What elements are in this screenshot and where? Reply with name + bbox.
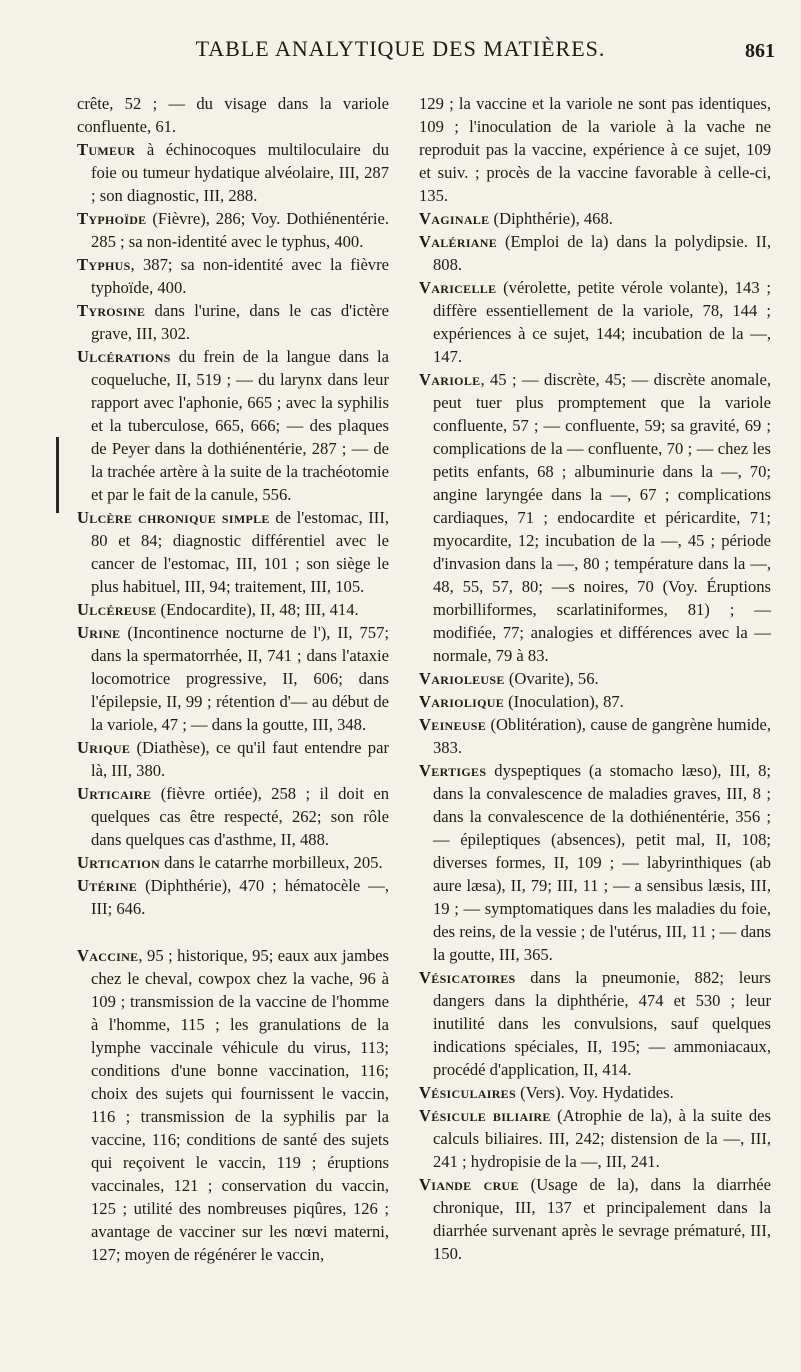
entry-text: , 95 ; historique, 95; eaux aux jambes chez le cheval, cowpox chez la vache, 96 à 109 ; transmission de la vaccine de l'homme à l'homme, 115 ; les granulations de la lymphe vaccinale véhicule du virus, 113; conditions d'une bonne vaccination, 116; choix des sujets qui fournissent le vaccin, 116 ; transmission de la syphilis par la vaccine, 116; conditions de santé des sujets qui reçoivent le vaccin, 119 ; éruptions vaccinales, 121 ; conservation du vaccin, 125 ; utilité des nombreuses piqûres, 126 ; avantage de vacciner sur les nœvi materni, 127; moyen de régénérer le vaccin, <box>91 946 389 1264</box>
index-entry <box>77 782 389 851</box>
index-entry <box>419 276 771 368</box>
entry-text: dyspeptiques (a stomacho læso), III, 8; dans la convalescence de maladies graves, III, 8 ; dans la convalescence de la dothiénentérie, 356 ; — épileptiques (absences), petit mal, II, 108; diverses formes, II, 109 ; — labyrinthiques (ab aure læsa), II, 79; III, 11 ; — a sensibus læsis, III, 19 ; — symptomatiques dans les maladies du foie, des reins, de la vessie ; de l'utérus, III, 11 ; — dans la goutte, III, 365. <box>433 761 771 964</box>
entry-text: de l'estomac, III, 80 et 84; diagnostic différentiel avec le cancer de l'estomac, III, 101 ; son siège le plus habituel, III, 94; traitement, III, 105. <box>91 508 390 596</box>
entry-headword: Ulcère chronique simple <box>77 508 270 527</box>
entry-headword: Ulcérations <box>77 347 171 366</box>
index-entry <box>419 690 771 713</box>
entry-headword: Veineuse <box>419 715 487 734</box>
entry-text: (Diphthérie), 470 ; hématocèle —, III; 646. <box>91 876 389 918</box>
entry-text: dans l'urine, dans le cas d'ictère grave, III, 302. <box>91 301 389 343</box>
entry-headword: Vertiges <box>419 761 487 780</box>
entry-text: (Emploi de la) dans la polydipsie. II, 808. <box>433 232 771 274</box>
index-entry <box>77 874 389 920</box>
entry-text: (Atrophie de la), à la suite des calculs biliaires. III, 242; distension de la —, III, 241 ; hydropisie de la —, III, 241. <box>433 1106 771 1171</box>
entry-text: , 387; sa non-identité avec la fièvre typhoïde, 400. <box>91 255 389 297</box>
entry-text: (Inoculation), 87. <box>504 692 624 711</box>
entry-headword: Typhus <box>77 255 131 274</box>
index-entry <box>419 1173 771 1265</box>
index-entry <box>419 368 771 667</box>
entry-headword: Vaginale <box>419 209 490 228</box>
entry-text: (Incontinence nocturne de l'), II, 757; dans la spermatorrhée, II, 741 ; dans l'ataxie locomotrice progressive, II, 606; dans l'épilepsie, II, 99 ; rétention d'— au début de la variole, 47 ; — dans la goutte, III, 348. <box>91 623 389 734</box>
index-entry <box>419 230 771 276</box>
index-entry <box>77 944 389 1266</box>
entry-headword: Urticaire <box>77 784 152 803</box>
entry-headword: Varioleuse <box>419 669 505 688</box>
entry-text: dans la pneumonie, 882; leurs dangers dans la diphthérie, 474 et 530 ; leur inutilité dans les convulsions, sauf quelques indications spéciales, II, 195; — ammoniacaux, procédé d'application, II, 414. <box>433 968 771 1079</box>
entry-text: (fièvre ortiée), 258 ; il doit en quelques cas être respecté, 262; son rôle dans quelques cas d'asthme, II, 488. <box>91 784 389 849</box>
index-entry <box>77 345 389 506</box>
entry-text: , 45 ; — discrète, 45; — discrète anomale, peut tuer plus promptement que la variole confluente, 57 ; — confluente, 59; sa gravité, 69 ; complications de la — confluente, 70 ; — chez les petits enfants, 68 ; albuminurie dans la —, 70; angine laryngée dans la —, 67 ; complications cardiaques, 71 ; endocardite et péricardite, 71; myocardite, 12; incubation de la —, 45 ; période d'invasion dans la —, 80 ; température dans la —, 48, 55, 57, 80; —s noires, 70 (Voy. Éruptions morbilliformes, scarlatiniformes, 81) ; — modifiée, 77; analogies et différences avec la — normale, 79 à 83. <box>433 370 771 665</box>
index-entry <box>77 506 389 598</box>
index-entry <box>77 253 389 299</box>
left-column <box>77 92 389 1266</box>
right-column <box>419 92 771 1265</box>
index-entry <box>77 598 389 621</box>
entry-headword: Tumeur <box>77 140 136 159</box>
entry-headword: Tyrosine <box>77 301 146 320</box>
entry-headword: Ulcéreuse <box>77 600 157 619</box>
index-entry <box>77 138 389 207</box>
index-entry <box>419 1104 771 1173</box>
index-entry <box>77 621 389 736</box>
index-entry <box>77 299 389 345</box>
index-entry <box>419 92 771 207</box>
page-header <box>0 36 801 66</box>
entry-text: (Vers). Voy. Hydatides. <box>515 1083 674 1102</box>
entry-text: (Oblitération), cause de gangrène humide, 383. <box>433 715 771 757</box>
entry-text: (Ovarite), 56. <box>504 669 599 688</box>
index-entry <box>419 713 771 759</box>
entry-headword: Vésicatoires <box>419 968 516 987</box>
entry-text: (Usage de la), dans la diarrhée chronique, III, 137 et principalement dans la diarrhée survenant après le sevrage prématuré, III, 150. <box>433 1175 771 1263</box>
entry-text: (Diathèse), ce qu'il faut entendre par là, III, 380. <box>91 738 389 780</box>
entry-headword: Vésiculaires <box>419 1083 516 1102</box>
index-entry <box>419 1081 771 1104</box>
entry-text: (Fièvre), 286; Voy. Dothiénentérie. 285 ; sa non-identité avec le typhus, 400. <box>91 209 389 251</box>
entry-text: crête, 52 ; — du visage dans la variole confluente, 61. <box>77 94 389 136</box>
entry-text: (Endocardite), II, 48; III, 414. <box>156 600 359 619</box>
page-number: 861 <box>745 40 775 62</box>
entry-headword: Utérine <box>77 876 138 895</box>
entry-headword: Urtication <box>77 853 161 872</box>
entry-headword: Variole <box>419 370 481 389</box>
entry-headword: Varicelle <box>419 278 497 297</box>
index-entry <box>419 759 771 966</box>
entry-headword: Urine <box>77 623 121 642</box>
entry-text: du frein de la langue dans la coqueluche, II, 519 ; — du larynx dans leur rapport avec l'aphonie, 665 ; avec la syphilis et la tuberculose, 665, 666; — des plaques de Peyer dans la dothiénentérie, 287 ; — de la trachée artère à la suite de la trachéotomie et par le fait de la canule, 556. <box>91 347 389 504</box>
entry-text: (vérolette, petite vérole volante), 143 ; diffère essentiellement de la variole, 78, 144 ; expériences à ce sujet, 144; incubation de la —, 147. <box>433 278 771 366</box>
index-entry <box>77 207 389 253</box>
entry-text: à échinocoques multiloculaire du foie ou tumeur hydatique alvéolaire, III, 287 ; son diagnostic, III, 288. <box>91 140 389 205</box>
entry-text: dans le catarrhe morbilleux, 205. <box>160 853 383 872</box>
index-entry <box>419 966 771 1081</box>
entry-headword: Vésicule biliaire <box>419 1106 551 1125</box>
entry-headword: Urique <box>77 738 131 757</box>
entry-headword: Valériane <box>419 232 498 251</box>
margin-bracket <box>56 437 59 513</box>
entry-text: 129 ; la vaccine et la variole ne sont pas identiques, 109 ; l'inoculation de la variole à la vache ne reproduit pas la vaccine, expérience à ce sujet, 109 et suiv. ; procès de la vaccine favorable à celle-ci, 135. <box>419 94 771 205</box>
letter-gap <box>77 920 389 944</box>
index-entry <box>77 92 389 138</box>
running-title: TABLE ANALYTIQUE DES MATIÈRES. <box>195 36 606 61</box>
entry-text: (Diphthérie), 468. <box>489 209 613 228</box>
index-entry <box>419 207 771 230</box>
index-entry <box>77 851 389 874</box>
entry-headword: Typhoïde <box>77 209 147 228</box>
index-entry <box>419 667 771 690</box>
entry-headword: Vaccine <box>77 946 139 965</box>
entry-headword: Variolique <box>419 692 504 711</box>
entry-headword: Viande crue <box>419 1175 519 1194</box>
index-entry <box>77 736 389 782</box>
